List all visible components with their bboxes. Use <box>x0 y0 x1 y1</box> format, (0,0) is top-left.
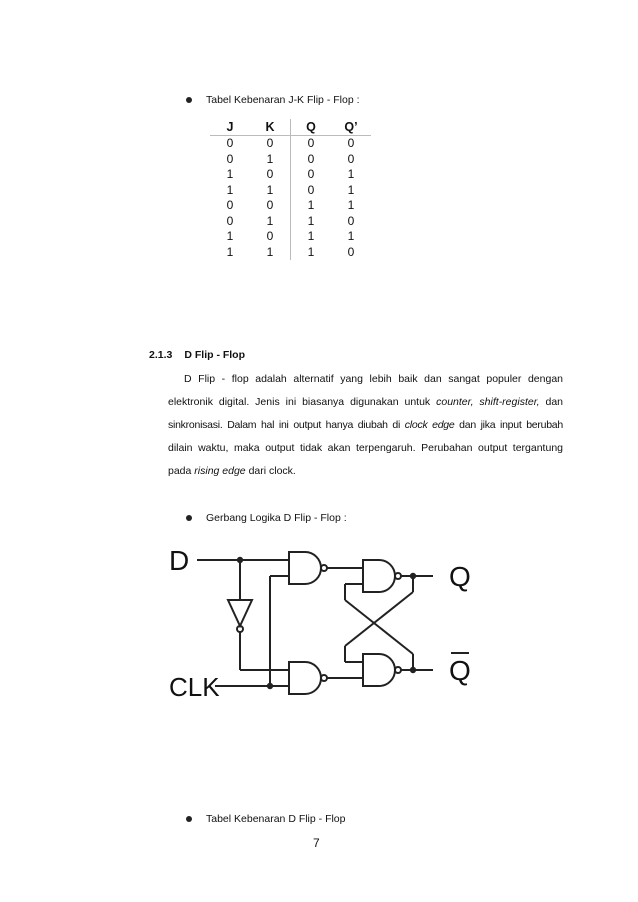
section-paragraph-3 <box>168 414 563 437</box>
jk-table-cell: 1 <box>307 213 315 228</box>
jk-table-cell: 0 <box>307 167 315 182</box>
diagram-label-qbar: Q <box>449 655 471 686</box>
jk-table-cell: 0 <box>307 182 315 197</box>
jk-table-cell: 0 <box>347 213 355 228</box>
jk-table-cell: 1 <box>226 167 234 182</box>
jk-table-row <box>210 213 371 229</box>
gate-diagram-caption: Gerbang Logika D Flip - Flop : <box>206 512 347 524</box>
jk-header-cell: Q’ <box>331 119 371 135</box>
section-number: 2.1.3 <box>149 349 173 361</box>
jk-table-cell: 1 <box>347 167 355 182</box>
inverter-triangle <box>228 600 252 626</box>
jk-table-cell: 1 <box>250 182 291 198</box>
jk-table-cell: 1 <box>307 244 315 259</box>
jk-table-cell: 0 <box>307 136 315 151</box>
jk-table-cell: 1 <box>347 198 355 213</box>
jk-table-cell: 1 <box>226 229 234 244</box>
diagram-label-d: D <box>169 545 190 576</box>
jk-table-cell: 1 <box>250 151 291 167</box>
jk-table-cell: 1 <box>250 213 291 229</box>
section-paragraph-2 <box>168 391 563 414</box>
jk-table-cell: 1 <box>347 182 355 197</box>
jk-table-cell: 1 <box>307 229 315 244</box>
nand-gate-1 <box>289 552 321 584</box>
jk-table-row <box>210 151 371 167</box>
jk-table-cell: 0 <box>226 198 234 213</box>
bullet-dot <box>186 515 192 521</box>
bullet-dot <box>186 97 192 103</box>
section-heading <box>149 349 245 361</box>
section-paragraph-5 <box>168 460 563 483</box>
jk-table-cell: 1 <box>347 229 355 244</box>
inverter-bubble <box>237 626 243 632</box>
section-paragraph-4 <box>168 437 563 460</box>
jk-table-cell: 0 <box>250 135 291 151</box>
jk-table-cell: 0 <box>226 151 234 166</box>
jk-table-cell: 1 <box>307 198 315 213</box>
nand-gate-1-bubble <box>321 565 327 571</box>
diagram-label-clk: CLK <box>169 672 220 702</box>
jk-table-cell: 1 <box>250 244 291 260</box>
page-number: 7 <box>313 836 320 850</box>
jk-table-row <box>210 182 371 198</box>
jk-table-cell: 0 <box>250 229 291 245</box>
jk-header-cell: Q <box>291 119 332 135</box>
nand-gate-3 <box>363 560 395 592</box>
jk-header-cell: J <box>210 119 250 135</box>
jk-table-row <box>210 167 371 183</box>
nand-gate-2-bubble <box>321 675 327 681</box>
wire-cross-2 <box>345 600 413 654</box>
jk-table-cell: 0 <box>226 136 234 151</box>
section-title: D Flip - Flop <box>184 349 246 361</box>
wire-cross-1 <box>345 592 413 646</box>
gate-diagram-bullet <box>186 512 347 524</box>
jk-table-cell: 0 <box>250 167 291 183</box>
para-line-3: sinkronisasi. Dalam hal ini output hanya diubah di clock edge dan jika input berubah <box>168 419 563 431</box>
jk-table-cell: 0 <box>307 151 315 166</box>
section-paragraph <box>168 368 563 391</box>
nand-gate-3-bubble <box>395 573 401 579</box>
jk-truth-table-wrap <box>210 119 371 260</box>
jk-truth-table <box>210 119 371 260</box>
jk-table-row <box>210 229 371 245</box>
jk-table-cell: 0 <box>347 151 355 166</box>
jk-table-row <box>210 135 371 151</box>
jk-table-cell: 1 <box>226 182 234 197</box>
jk-table-cell: 0 <box>250 198 291 214</box>
para-line-4: dilain waktu, maka output tidak akan terpengaruh. Perubahan output tergantung <box>168 442 563 454</box>
d-flip-flop-diagram <box>165 538 485 713</box>
jk-table-row <box>210 198 371 214</box>
para-line-5: pada rising edge dari clock. <box>168 465 296 477</box>
jk-table-cell: 0 <box>226 213 234 228</box>
jk-table-bullet <box>186 94 360 106</box>
nand-gate-4 <box>363 654 395 686</box>
jk-table-cell: 0 <box>347 136 355 151</box>
d-table-caption: Tabel Kebenaran D Flip - Flop <box>206 813 346 825</box>
jk-header-cell: K <box>250 119 291 135</box>
diagram-label-q: Q <box>449 561 471 592</box>
para-line-2: elektronik digital. Jenis ini biasanya digunakan untuk counter, shift-register, dan <box>168 396 564 408</box>
jk-table-row <box>210 244 371 260</box>
jk-table-cell: 1 <box>226 244 234 259</box>
bullet-dot <box>186 816 192 822</box>
jk-table-cell: 0 <box>347 244 355 259</box>
nand-gate-4-bubble <box>395 667 401 673</box>
nand-gate-2 <box>289 662 321 694</box>
jk-table-caption: Tabel Kebenaran J-K Flip - Flop : <box>206 94 360 106</box>
para-line-1: D Flip - flop adalah alternatif yang lebih baik dan sangat populer dengan <box>184 373 563 385</box>
d-table-bullet <box>186 813 346 825</box>
